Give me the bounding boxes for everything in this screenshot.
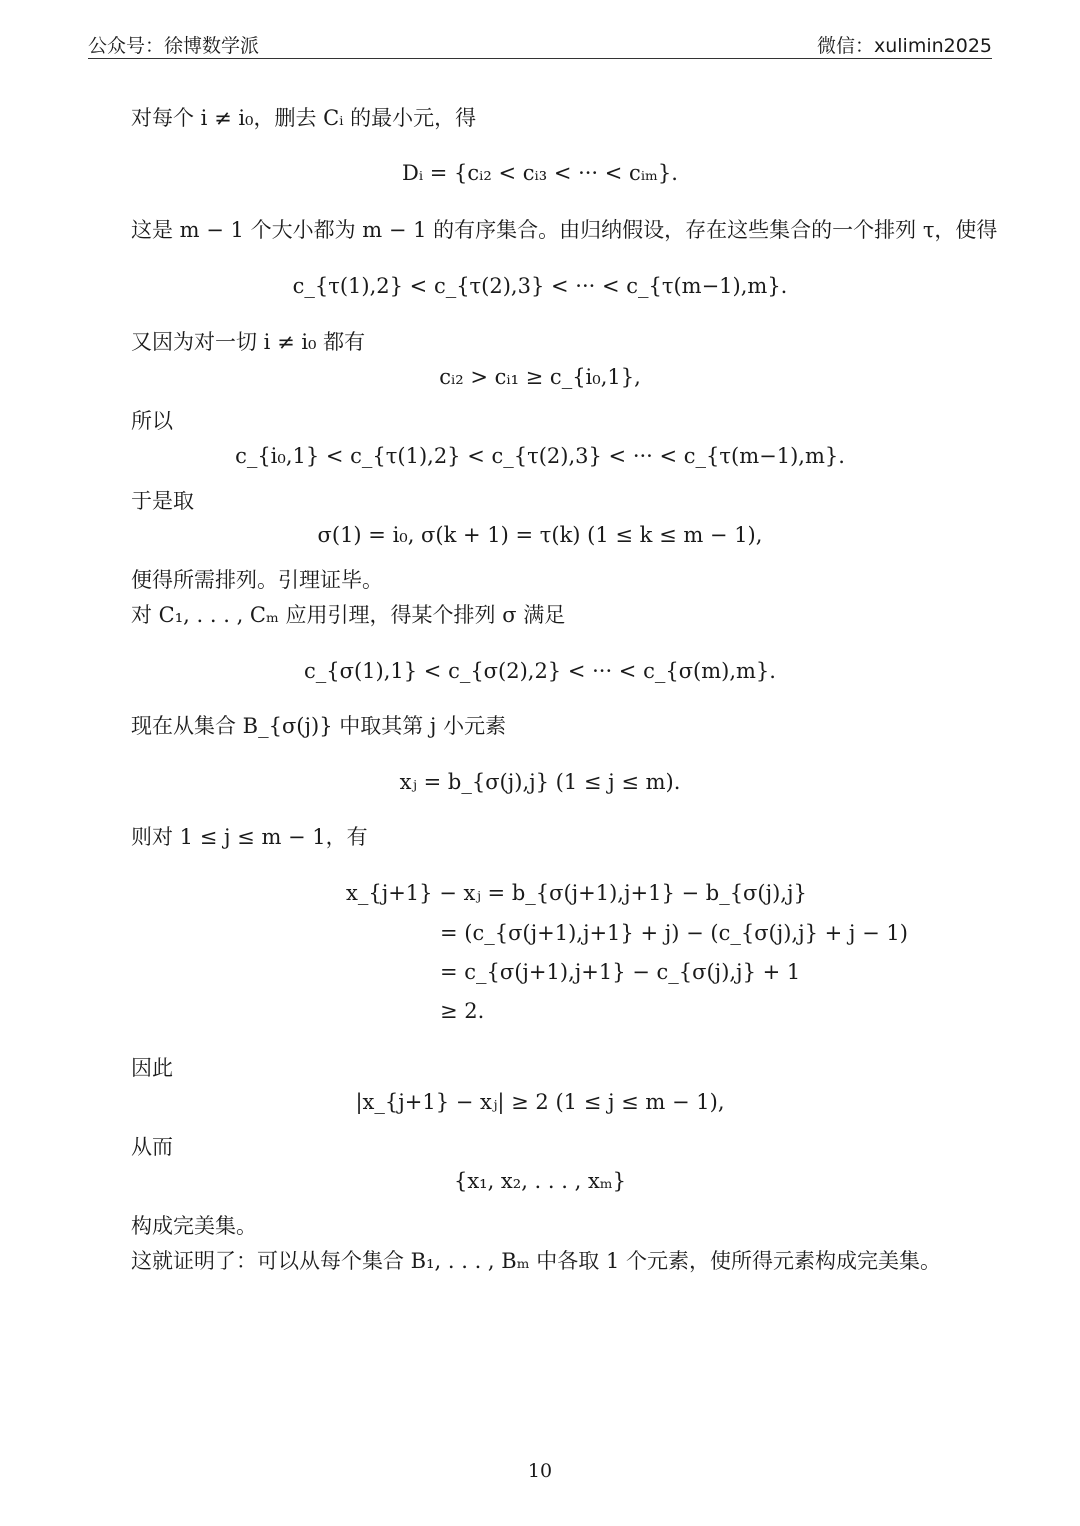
paragraph: 因此 [131, 1056, 173, 1080]
paragraph: 这是 m − 1 个大小都为 m − 1 的有序集合。由归纳假设，存在这些集合的一个排列 τ，使得 [131, 218, 998, 242]
equation: Dᵢ = {cᵢ₂ < cᵢ₃ < ··· < cᵢₘ}. [402, 161, 678, 185]
paragraph: 所以 [131, 409, 173, 433]
paragraph: 便得所需排列。引理证毕。 [131, 568, 383, 592]
equation: σ(1) = i₀, σ(k + 1) = τ(k) (1 ≤ k ≤ m − 1), [317, 523, 763, 547]
aligned-equation-line: x_{j+1} − xⱼ = b_{σ(j+1),j+1} − b_{σ(j),j} [346, 881, 807, 905]
aligned-equation-line: ≥ 2. [440, 999, 485, 1023]
paragraph: 对 C₁, . . . , Cₘ 应用引理，得某个排列 σ 满足 [131, 603, 566, 627]
equation: xⱼ = b_{σ(j),j} (1 ≤ j ≤ m). [399, 770, 681, 794]
paragraph: 又因为对一切 i ≠ i₀ 都有 [131, 330, 366, 354]
paragraph: 这就证明了：可以从每个集合 B₁, . . . , Bₘ 中各取 1 个元素，使所得元素构成完美集。 [131, 1249, 941, 1273]
equation: c_{i₀,1} < c_{τ(1),2} < c_{τ(2),3} < ··· < c_{τ(m−1),m}. [235, 444, 845, 468]
equation: |x_{j+1} − xⱼ| ≥ 2 (1 ≤ j ≤ m − 1), [355, 1090, 725, 1114]
header-right: 微信：xulimin2025 [816, 35, 992, 57]
paragraph: 则对 1 ≤ j ≤ m − 1，有 [131, 825, 368, 849]
paragraph: 现在从集合 B_{σ(j)} 中取其第 j 小元素 [131, 714, 507, 738]
header-left: 公众号：徐博数学派 [88, 35, 260, 57]
paragraph: 从而 [131, 1135, 173, 1159]
equation: c_{τ(1),2} < c_{τ(2),3} < ··· < c_{τ(m−1),m}. [292, 274, 788, 298]
aligned-equation-line: = (c_{σ(j+1),j+1} + j) − (c_{σ(j),j} + j − 1) [440, 921, 908, 945]
paragraph: 于是取 [131, 489, 194, 513]
equation: {x₁, x₂, . . . , xₘ} [453, 1169, 627, 1193]
header-rule [88, 58, 992, 59]
page-number: 10 [527, 1460, 553, 1482]
aligned-equation-line: = c_{σ(j+1),j+1} − c_{σ(j),j} + 1 [440, 960, 801, 984]
equation: cᵢ₂ > cᵢ₁ ≥ c_{i₀,1}, [439, 365, 641, 389]
equation: c_{σ(1),1} < c_{σ(2),2} < ··· < c_{σ(m),m}. [304, 659, 776, 683]
paragraph: 构成完美集。 [131, 1214, 257, 1238]
paragraph: 对每个 i ≠ i₀，删去 Cᵢ 的最小元，得 [131, 106, 477, 130]
